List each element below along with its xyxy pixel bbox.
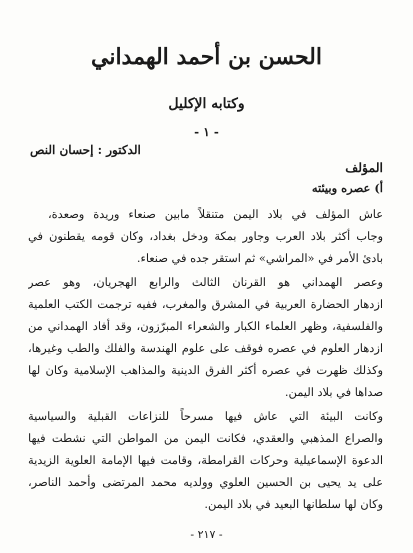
article-subtitle: وكتابه الإكليل <box>168 96 245 112</box>
body-line: وكذلك ظهرت في عصره أكثر الفرق الدينية والمذاهب الإسلامية وكان لها <box>28 363 383 377</box>
body-line: صداها في بلاد اليمن. <box>284 385 383 399</box>
body-line: عاش المؤلف في بلاد اليمن متنقلاً مابين صنعاء وريدة وصعدة، <box>48 207 383 221</box>
body-line: على يد يحيى بن الحسين العلوي وولديه محمد المرتضى وأحمد الناصر، <box>28 475 383 489</box>
page-number: - ٢١٧ - <box>190 528 223 541</box>
body-line: والفلسفية، وظهر العلماء الكبار والشعراء المبرّزون، وقد أفاد الهمداني من <box>28 319 383 333</box>
author-name: الدكتور : إحسان النص <box>30 143 141 157</box>
body-line: وكانت البيئة التي عاش فيها مسرحاً للنزاعات القبلية والسياسية <box>28 409 383 423</box>
body-line: ازدهار العلوم في عصره فوقف على علوم الهندسة والفلك والطب وغيرها، <box>28 341 383 355</box>
body-line: بادئ الأمر في «المراشي» ثم استقر جده في صنعاء. <box>136 251 383 265</box>
section-heading: المؤلف <box>345 160 383 175</box>
body-line: وجاب أكثر بلاد العرب وجاور بمكة ودخل بغداد، وكان قومه يقطنون في <box>28 229 383 243</box>
body-line: الدعوة الإسماعيلية وحركات القرامطة، وقامت فيها الإمامة العلوية الزيدية <box>28 453 383 467</box>
subsection-heading: أ) عصره وبيئته <box>311 181 383 195</box>
article-title: الحسن بن أحمد الهمداني <box>90 44 322 70</box>
part-number: - ١ - <box>194 125 219 139</box>
body-line: ازدهار الحضارة العربية في المشرق والمغرب، ففيه ترجمت الكتب العلمية <box>28 297 383 311</box>
body-line: والصراع المذهبي والعقدي، فكانت اليمن من المواطن التي نشطت فيها <box>28 431 383 445</box>
body-line: وكان لها سلطانها البعيد في بلاد اليمن. <box>204 497 383 511</box>
body-line: وعصر الهمداني هو القرنان الثالث والرابع الهجريان، وهو عصر <box>28 275 383 289</box>
